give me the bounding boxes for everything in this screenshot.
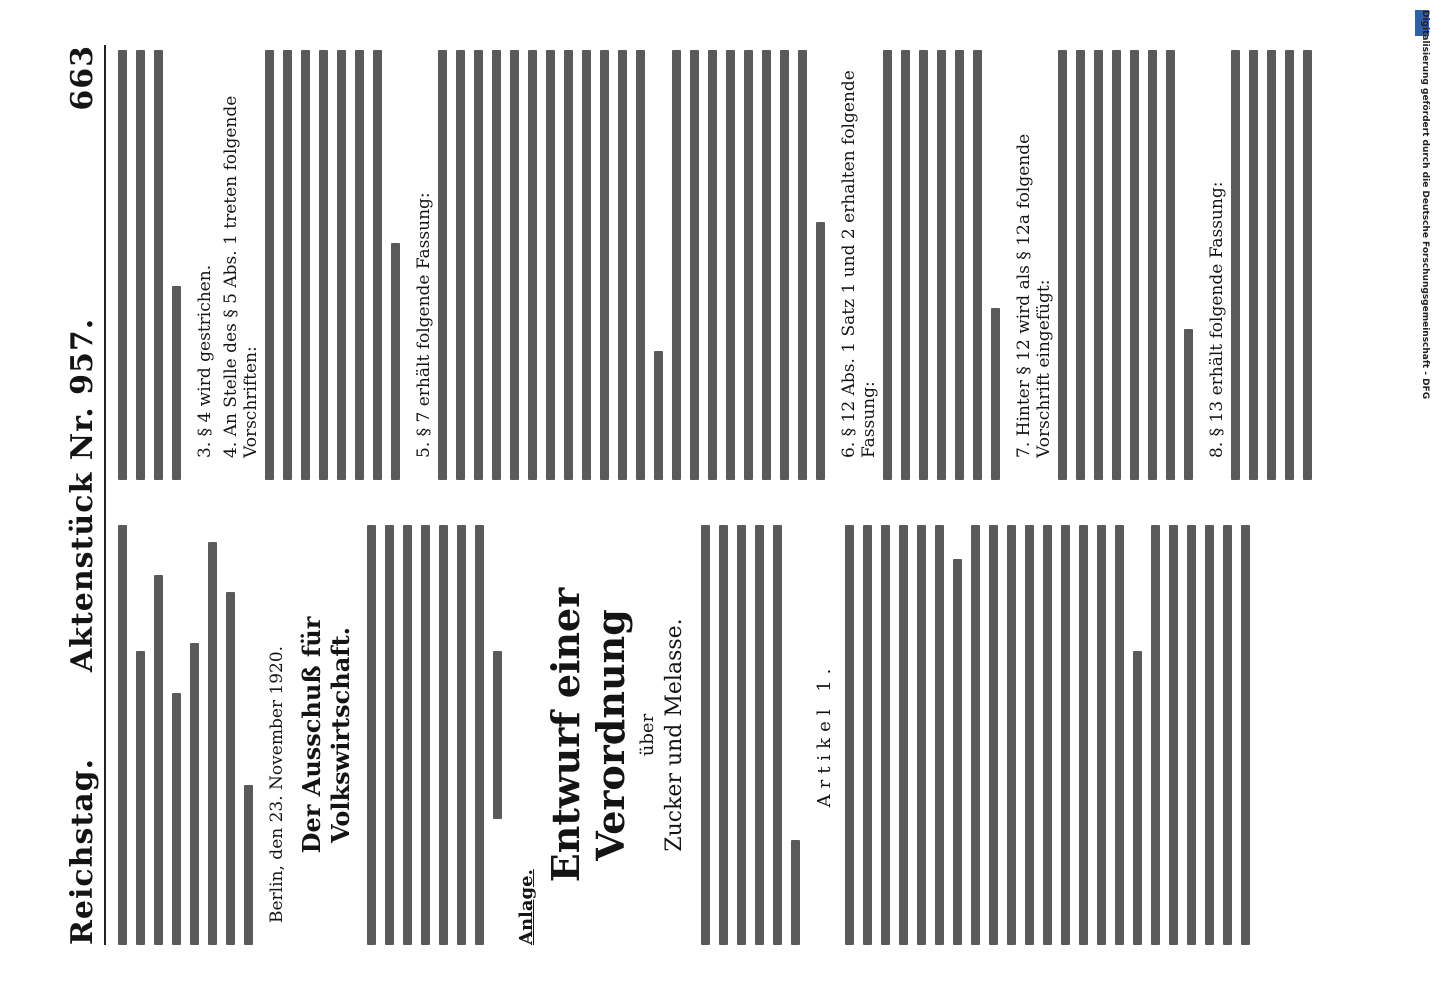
committee-heading: Der Ausschuß für Volkswirtschaft. bbox=[297, 616, 355, 854]
header-title: Aktenstück Nr. 957. bbox=[65, 317, 100, 673]
para-3: 3. § 4 wird gestrichen. bbox=[195, 264, 215, 458]
text-block-members bbox=[367, 525, 502, 945]
para-6: 6. § 12 Abs. 1 Satz 1 und 2 erhalten folgende Fassung: bbox=[839, 70, 879, 458]
date-line: Berlin, den 23. November 1920. bbox=[267, 645, 287, 923]
text-block-continuation bbox=[118, 50, 181, 480]
attachment-label: Anlage. bbox=[516, 869, 537, 945]
para-8: 8. § 13 erhält folgende Fassung: bbox=[1207, 181, 1227, 458]
title-subject: Zucker und Melasse. bbox=[662, 618, 687, 852]
text-block-para-7 bbox=[1058, 50, 1193, 480]
para-4: 4. An Stelle des § 5 Abs. 1 treten folgende Vorschriften: bbox=[221, 95, 261, 458]
text-block-preamble bbox=[701, 525, 800, 945]
text-block-para-8 bbox=[1231, 50, 1312, 480]
text-block-article bbox=[845, 525, 1250, 945]
text-block-opening bbox=[118, 525, 253, 945]
digitization-credit bbox=[1414, 10, 1430, 730]
document-title: Entwurf einer Verordnung bbox=[543, 587, 633, 883]
text-block-para-5 bbox=[438, 50, 825, 480]
page-number: 663 bbox=[65, 45, 100, 111]
para-5: 5. § 7 erhält folgende Fassung: bbox=[414, 192, 434, 458]
right-column bbox=[118, 50, 1340, 480]
title-over: über bbox=[637, 713, 658, 757]
page-header bbox=[40, 45, 100, 945]
header-rule bbox=[104, 45, 106, 945]
credit-text: Digitalisierung gefördert durch die Deutsche Forschungsgemeinschaft - DFG bbox=[1420, 10, 1430, 400]
text-block-para-4 bbox=[265, 50, 400, 480]
article-label: Artikel 1. bbox=[814, 662, 835, 808]
text-block-para-6 bbox=[883, 50, 1000, 480]
left-column bbox=[118, 525, 1340, 945]
para-7: 7. Hinter § 12 wird als § 12a folgende Vorschrift eingefügt: bbox=[1014, 133, 1054, 458]
header-left: Reichstag. bbox=[65, 757, 100, 945]
